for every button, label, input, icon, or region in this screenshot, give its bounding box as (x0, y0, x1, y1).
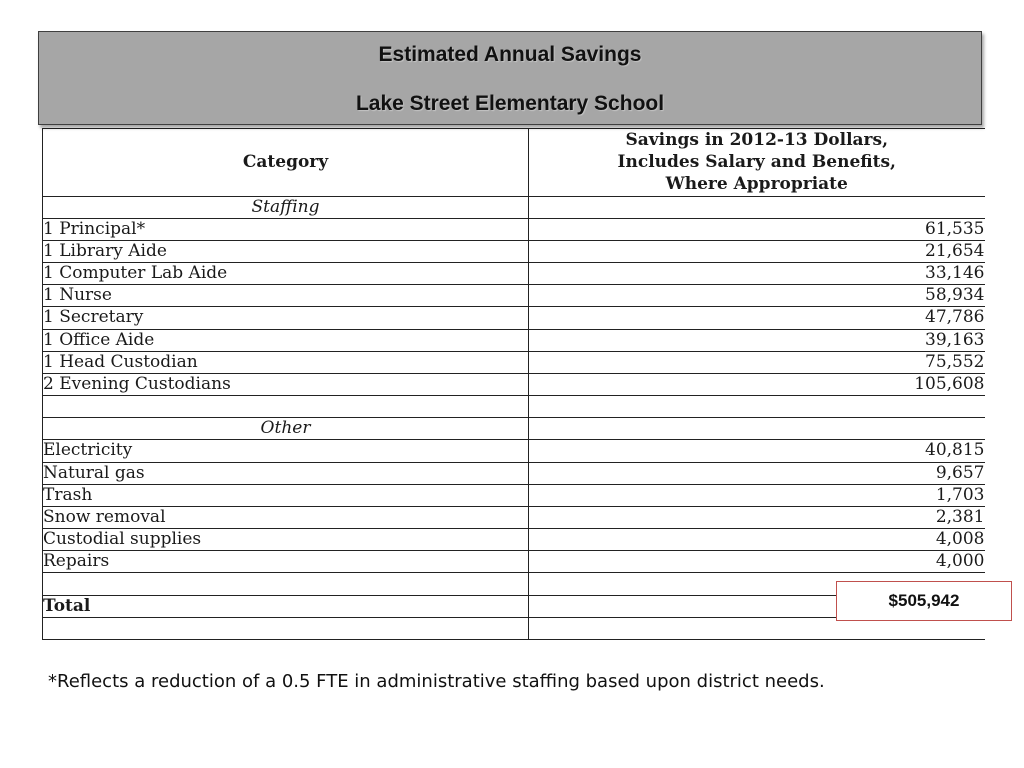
total-amount-box: $505,942 (836, 581, 1012, 621)
row-value: 4,000 (529, 551, 985, 573)
title-banner (38, 31, 982, 125)
section-label-staffing: Staffing (43, 196, 529, 218)
empty-cell (43, 617, 529, 639)
row-value: 4,008 (529, 529, 985, 551)
row-value: 75,552 (529, 351, 985, 373)
column-header-category: Category (43, 129, 529, 197)
row-value: 58,934 (529, 285, 985, 307)
row-label: 2 Evening Custodians (43, 373, 529, 395)
row-label: Natural gas (43, 462, 529, 484)
table-row (43, 218, 985, 240)
row-label: 1 Office Aide (43, 329, 529, 351)
table-row (43, 307, 985, 329)
row-value: 47,786 (529, 307, 985, 329)
empty-cell (529, 396, 985, 418)
row-label: 1 Principal* (43, 218, 529, 240)
table-row (43, 351, 985, 373)
row-label: 1 Secretary (43, 307, 529, 329)
row-label: Repairs (43, 551, 529, 573)
row-value: 61,535 (529, 218, 985, 240)
table-row (43, 240, 985, 262)
row-label: Trash (43, 484, 529, 506)
empty-cell (43, 396, 529, 418)
table-row (43, 484, 985, 506)
row-label: 1 Nurse (43, 285, 529, 307)
title-school: Lake Street Elementary School (355, 92, 665, 115)
table-row (43, 462, 985, 484)
column-header-savings (529, 129, 985, 197)
row-value: 1,703 (529, 484, 985, 506)
table-row (43, 440, 985, 462)
row-value: 21,654 (529, 240, 985, 262)
row-label: 1 Library Aide (43, 240, 529, 262)
column-header-savings-line3: Where Appropriate (665, 174, 848, 195)
table-header-row (43, 129, 985, 197)
row-label: Electricity (43, 440, 529, 462)
section-row-other (43, 418, 985, 440)
section-label-other: Other (43, 418, 529, 440)
table-row (43, 506, 985, 528)
table-row (43, 373, 985, 395)
table-row (43, 529, 985, 551)
row-label: 1 Head Custodian (43, 351, 529, 373)
row-label: Snow removal (43, 506, 529, 528)
section-row-staffing (43, 196, 985, 218)
empty-cell (529, 196, 985, 218)
row-value: 9,657 (529, 462, 985, 484)
table-row (43, 285, 985, 307)
table-row (43, 263, 985, 285)
savings-table (42, 128, 985, 640)
empty-cell (529, 418, 985, 440)
row-label: Custodial supplies (43, 529, 529, 551)
column-header-savings-line2: Includes Salary and Benefits, (617, 152, 896, 173)
column-header-savings-line1: Savings in 2012-13 Dollars, (625, 130, 888, 151)
footnote: *Reflects a reduction of a 0.5 FTE in administrative staffing based upon district needs. (48, 671, 825, 692)
row-value: 2,381 (529, 506, 985, 528)
row-label: 1 Computer Lab Aide (43, 263, 529, 285)
title-main: Estimated Annual Savings (378, 43, 642, 66)
row-value: 105,608 (529, 373, 985, 395)
row-value: 40,815 (529, 440, 985, 462)
table-row (43, 551, 985, 573)
spacer-row (43, 396, 985, 418)
total-label: Total (43, 595, 529, 617)
row-value: 39,163 (529, 329, 985, 351)
savings-table-container (42, 128, 984, 640)
table-row (43, 329, 985, 351)
empty-cell (43, 573, 529, 595)
row-value: 33,146 (529, 263, 985, 285)
